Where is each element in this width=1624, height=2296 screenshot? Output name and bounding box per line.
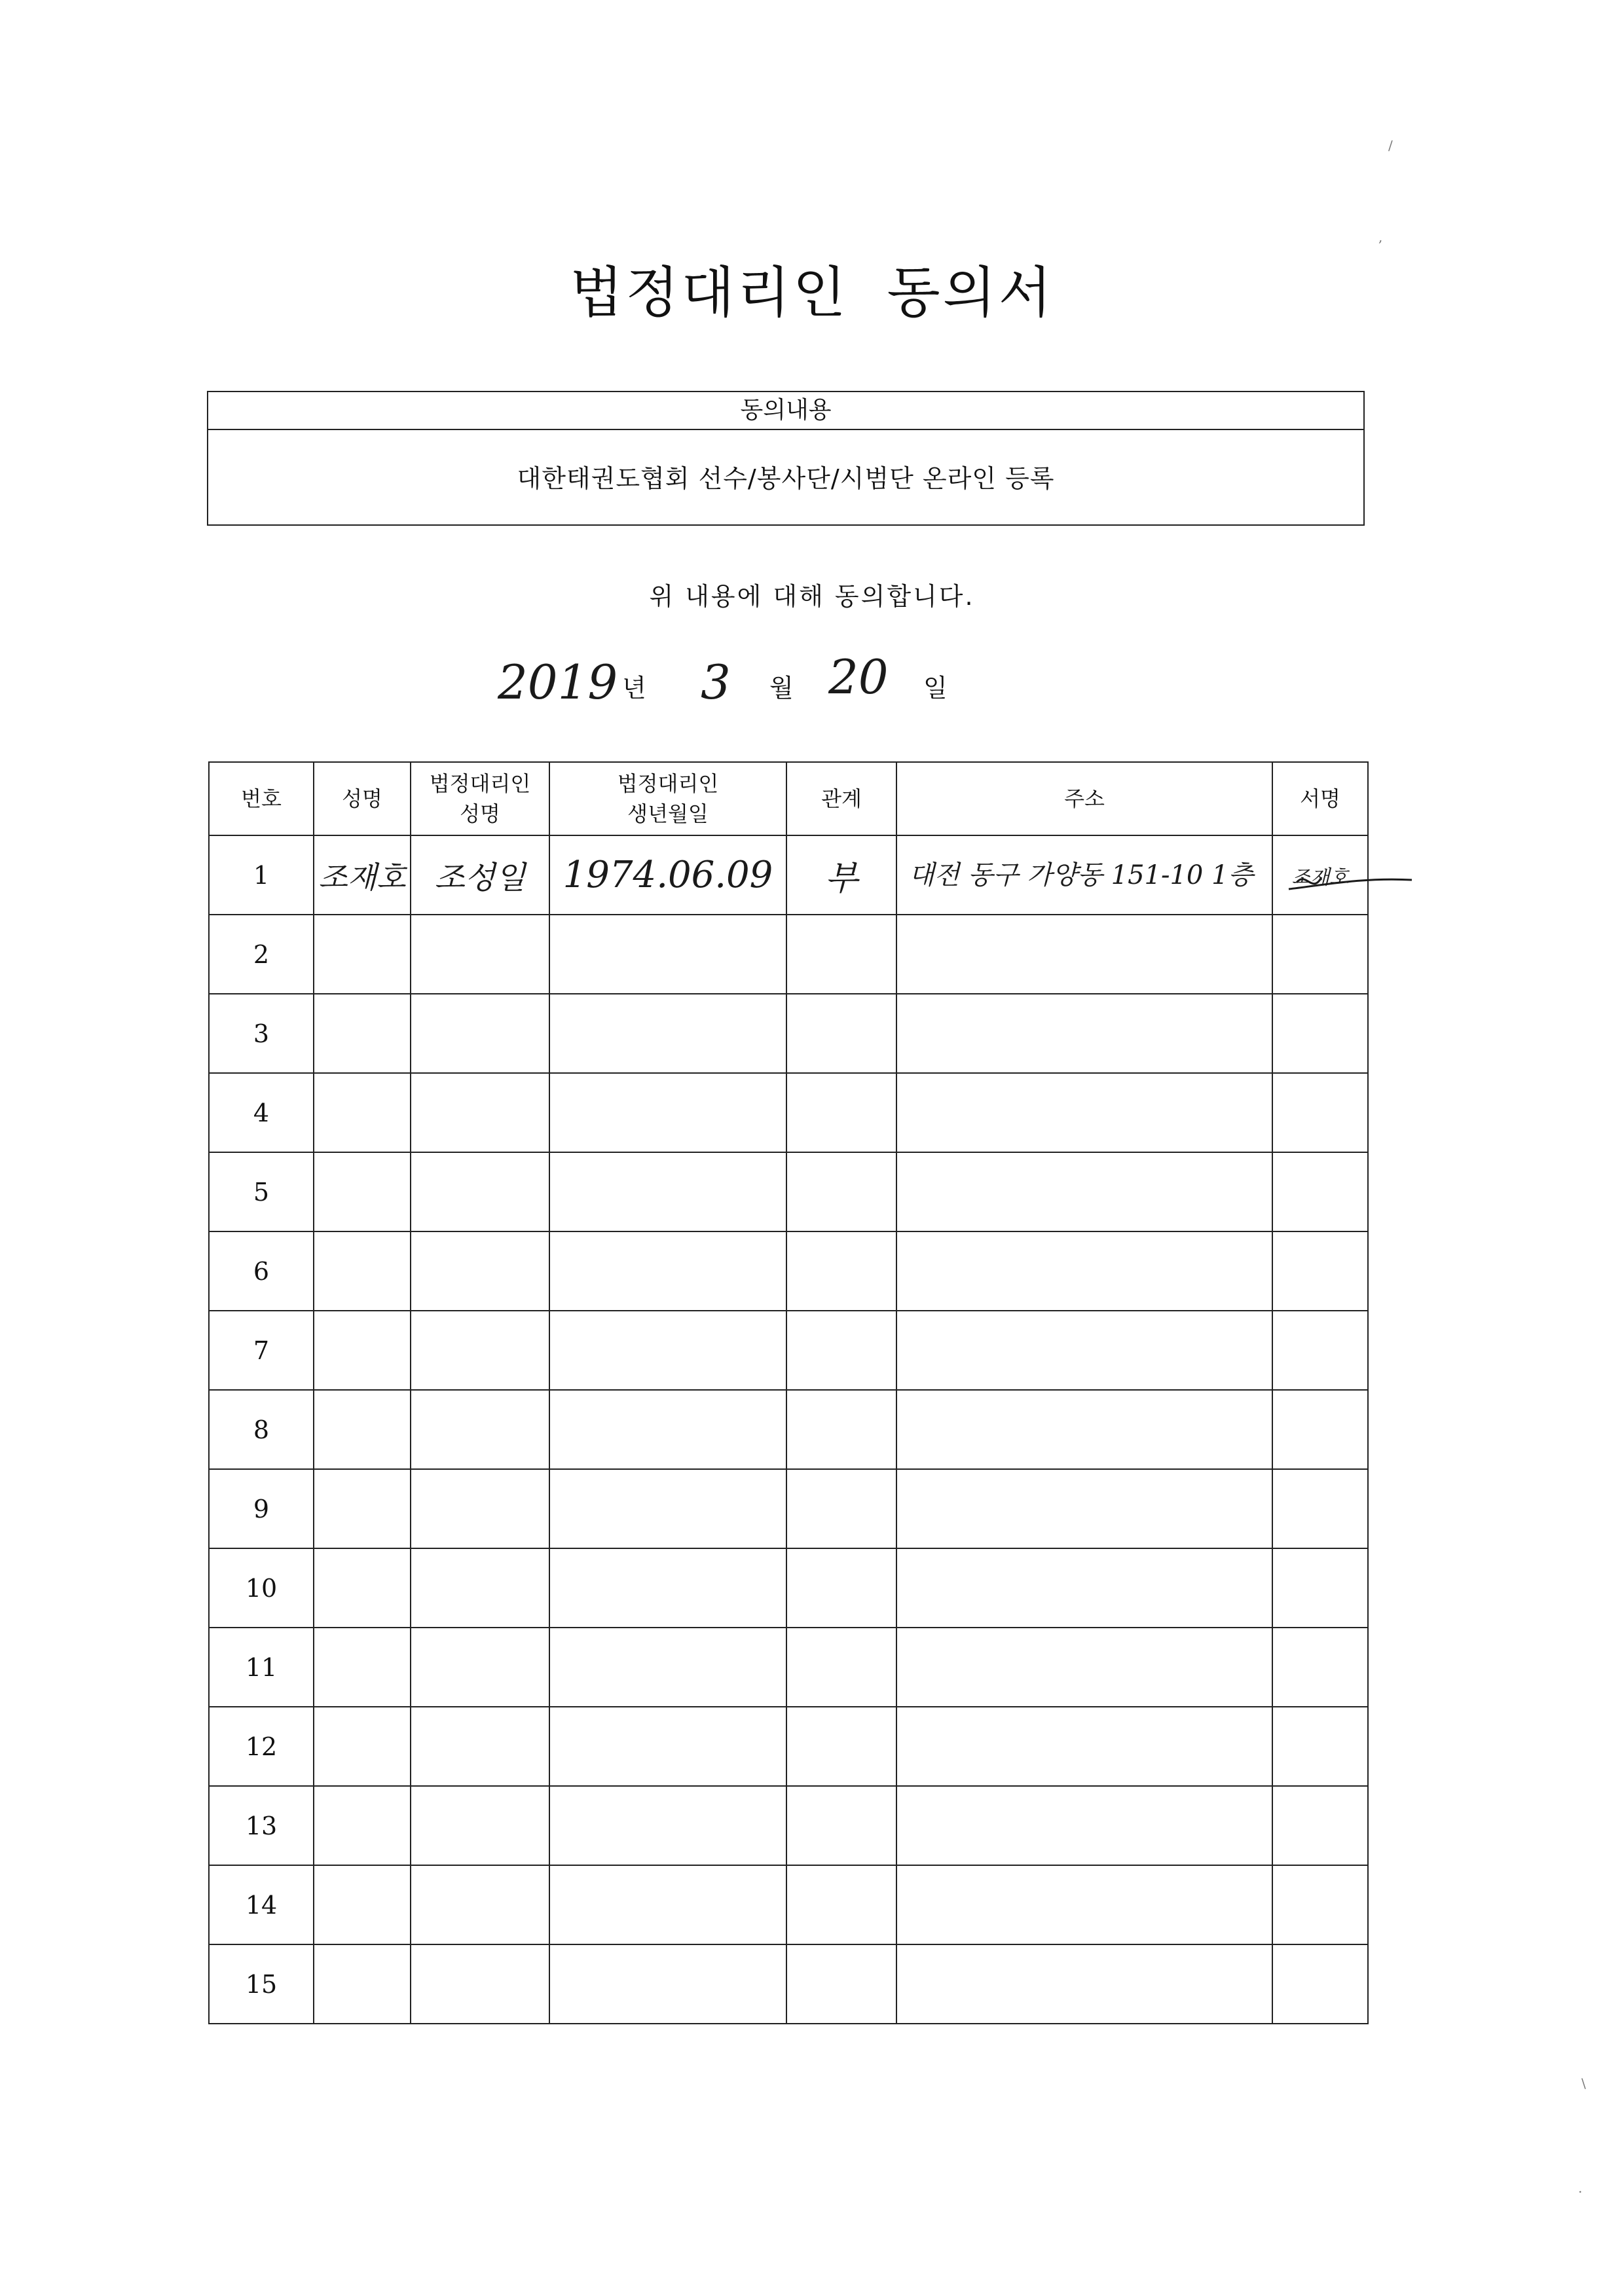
header-guardian-name-line1: 법정대리인 (429, 771, 531, 796)
table-row (209, 1628, 1368, 1707)
date-month-label: 월 (769, 674, 794, 702)
cell-address (896, 1944, 1272, 2024)
cell-guardian-name (411, 1548, 549, 1628)
page-title: 법정대리인 동의서 (570, 261, 1054, 325)
date-day-label: 일 (923, 674, 948, 702)
cell-no: 13 (209, 1786, 314, 1865)
cell-guardian-name (411, 1390, 549, 1469)
cell-address (896, 1786, 1272, 1865)
cell-relation (786, 1390, 896, 1469)
cell-no: 12 (209, 1707, 314, 1786)
cell-signature (1272, 1152, 1368, 1231)
cell-name (314, 1548, 411, 1628)
cell-name (314, 1311, 411, 1390)
cell-guardian-name (411, 1865, 549, 1944)
cell-guardian-birth (549, 1469, 786, 1548)
cell-no: 8 (209, 1390, 314, 1469)
cell-signature (1272, 1628, 1368, 1707)
cell-guardian-birth (549, 1231, 786, 1311)
cell-guardian-name (411, 1786, 549, 1865)
cell-guardian-birth (549, 1311, 786, 1390)
table-row (209, 1707, 1368, 1786)
scan-speck: , (1378, 229, 1383, 245)
cell-address (896, 1152, 1272, 1231)
cell-guardian-birth (549, 1152, 786, 1231)
cell-name (314, 1390, 411, 1469)
table-row (209, 994, 1368, 1073)
cell-no: 3 (209, 994, 314, 1073)
cell-guardian-birth (549, 1786, 786, 1865)
cell-no: 11 (209, 1628, 314, 1707)
cell-guardian-name (411, 1311, 549, 1390)
scan-speck: \ (1581, 2075, 1586, 2091)
cell-address (896, 1469, 1272, 1548)
cell-guardian-birth (549, 994, 786, 1073)
cell-no: 7 (209, 1311, 314, 1390)
cell-guardian-birth (549, 1707, 786, 1786)
cell-relation (786, 1152, 896, 1231)
cell-name (314, 1944, 411, 2024)
cell-address (896, 1628, 1272, 1707)
table-row (209, 1865, 1368, 1944)
header-address: 주소 (896, 762, 1272, 835)
cell-address (896, 1073, 1272, 1152)
header-signature: 서명 (1272, 762, 1368, 835)
header-guardian-name (411, 762, 549, 835)
cell-address: 대전 동구 가양동 151-10 1층 (896, 835, 1272, 915)
cell-no: 10 (209, 1548, 314, 1628)
signature-stroke-icon (1283, 851, 1414, 903)
cell-signature (1272, 1311, 1368, 1390)
date-year-label: 년 (622, 674, 646, 702)
cell-guardian-name: 조성일 (411, 835, 549, 915)
table-row (209, 1073, 1368, 1152)
table-row (209, 1231, 1368, 1311)
cell-address (896, 1707, 1272, 1786)
consent-box (207, 391, 1365, 526)
scan-speck: . (1578, 2180, 1583, 2196)
cell-no: 2 (209, 915, 314, 994)
cell-guardian-birth (549, 1865, 786, 1944)
cell-guardian-birth (549, 915, 786, 994)
table-row (209, 1311, 1368, 1390)
table-row (209, 1390, 1368, 1469)
cell-relation (786, 1944, 896, 2024)
cell-no: 9 (209, 1469, 314, 1548)
cell-no: 4 (209, 1073, 314, 1152)
cell-guardian-name (411, 994, 549, 1073)
cell-signature (1272, 1707, 1368, 1786)
cell-relation (786, 1786, 896, 1865)
header-name: 성명 (314, 762, 411, 835)
cell-relation (786, 1311, 896, 1390)
cell-relation (786, 1231, 896, 1311)
cell-name (314, 1628, 411, 1707)
date-row (498, 649, 1218, 720)
consent-body: 대한태권도협회 선수/봉사단/시범단 온라인 등록 (517, 464, 1055, 493)
cell-address (896, 1231, 1272, 1311)
cell-guardian-name (411, 1944, 549, 2024)
cell-guardian-name (411, 1707, 549, 1786)
table-row (209, 1944, 1368, 2024)
table-row (209, 1152, 1368, 1231)
cell-address (896, 1311, 1272, 1390)
cell-relation (786, 1865, 896, 1944)
cell-guardian-name (411, 1628, 549, 1707)
cell-guardian-name (411, 1231, 549, 1311)
cell-guardian-birth (549, 1628, 786, 1707)
cell-signature (1272, 1231, 1368, 1311)
cell-address (896, 1548, 1272, 1628)
guardian-table (208, 761, 1369, 2024)
cell-signature (1272, 1786, 1368, 1865)
cell-name (314, 1707, 411, 1786)
cell-name (314, 1231, 411, 1311)
cell-name (314, 915, 411, 994)
cell-guardian-birth (549, 1073, 786, 1152)
header-guardian-birth-line1: 법정대리인 (617, 771, 719, 796)
cell-guardian-birth: 1974.06.09 (549, 835, 786, 915)
cell-name (314, 1786, 411, 1865)
cell-address (896, 994, 1272, 1073)
cell-signature (1272, 1390, 1368, 1469)
cell-address (896, 1865, 1272, 1944)
table-header-row (209, 762, 1368, 835)
table-row (209, 1548, 1368, 1628)
cell-guardian-name (411, 1152, 549, 1231)
date-year-handwritten: 2019 (498, 655, 618, 710)
scan-speck: / (1388, 137, 1393, 153)
table-row (209, 915, 1368, 994)
cell-guardian-name (411, 915, 549, 994)
consent-header: 동의내용 (208, 392, 1363, 430)
cell-name (314, 1865, 411, 1944)
cell-signature (1272, 994, 1368, 1073)
cell-signature: 조재호 (1272, 835, 1368, 915)
cell-relation (786, 915, 896, 994)
cell-signature (1272, 1865, 1368, 1944)
cell-relation (786, 1628, 896, 1707)
cell-no: 6 (209, 1231, 314, 1311)
cell-signature (1272, 1944, 1368, 2024)
header-relation: 관계 (786, 762, 896, 835)
cell-relation: 부 (786, 835, 896, 915)
cell-name (314, 994, 411, 1073)
table-row (209, 835, 1368, 915)
header-guardian-name-line2: 성명 (460, 801, 500, 826)
cell-relation (786, 1469, 896, 1548)
cell-relation (786, 1548, 896, 1628)
cell-name (314, 1152, 411, 1231)
cell-no: 1 (209, 835, 314, 915)
cell-signature (1272, 915, 1368, 994)
cell-guardian-birth (549, 1548, 786, 1628)
cell-address (896, 915, 1272, 994)
cell-signature (1272, 1469, 1368, 1548)
cell-address (896, 1390, 1272, 1469)
cell-guardian-birth (549, 1944, 786, 2024)
header-guardian-birth-line2: 생년월일 (627, 801, 709, 826)
cell-no: 15 (209, 1944, 314, 2024)
date-month-handwritten: 3 (701, 655, 731, 710)
cell-no: 14 (209, 1865, 314, 1944)
cell-signature (1272, 1548, 1368, 1628)
cell-guardian-birth (549, 1390, 786, 1469)
cell-relation (786, 994, 896, 1073)
cell-relation (786, 1073, 896, 1152)
cell-name: 조재호 (314, 835, 411, 915)
table-row (209, 1469, 1368, 1548)
cell-relation (786, 1707, 896, 1786)
date-day-handwritten: 20 (828, 649, 889, 704)
header-guardian-birth (549, 762, 786, 835)
cell-signature (1272, 1073, 1368, 1152)
cell-no: 5 (209, 1152, 314, 1231)
cell-guardian-name (411, 1469, 549, 1548)
table-row (209, 1786, 1368, 1865)
cell-guardian-name (411, 1073, 549, 1152)
agree-statement: 위 내용에 대해 동의합니다. (649, 582, 975, 611)
cell-name (314, 1469, 411, 1548)
cell-name (314, 1073, 411, 1152)
header-no: 번호 (209, 762, 314, 835)
